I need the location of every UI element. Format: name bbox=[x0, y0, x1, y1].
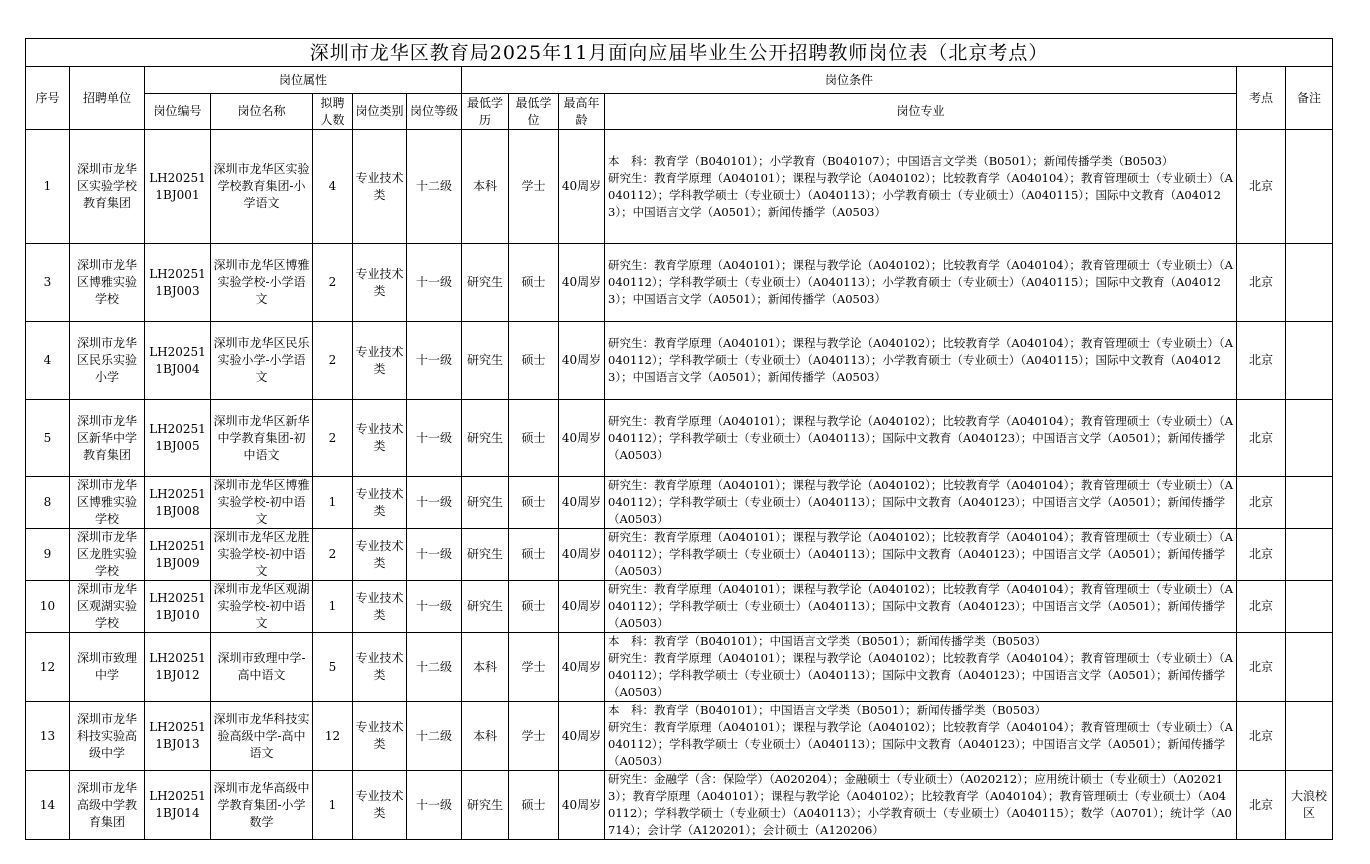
education-cell: 本科 bbox=[462, 130, 509, 244]
major-line: 本 科：教育学（B040101）；小学教育（B040107）；中国语言文学类（B0501）；新闻传播学类（B0503） bbox=[608, 153, 1174, 168]
major-line: 研究生：教育学原理（A040101）；课程与教学论（A040102）；比较教育学（A040104）；教育管理硕士（专业硕士）（A040112）；学科教学硕士（专业硕士）（A040113）；国际中文教育（A040123）；中国语言文学（A0501）；新闻传播学（A0503） bbox=[608, 530, 1233, 578]
education-cell: 研究生 bbox=[462, 771, 509, 840]
header-post-conditions: 岗位条件 bbox=[462, 67, 1237, 94]
header-major: 岗位专业 bbox=[605, 94, 1237, 130]
category-cell: 专业技术类 bbox=[353, 244, 407, 322]
seq-cell: 1 bbox=[26, 130, 70, 244]
category-cell: 专业技术类 bbox=[353, 702, 407, 771]
level-cell: 十一级 bbox=[407, 529, 462, 581]
post-code-cell: LH202511BJ004 bbox=[145, 322, 211, 400]
level-cell: 十二级 bbox=[407, 702, 462, 771]
table-row bbox=[26, 771, 1333, 840]
remark-cell bbox=[1286, 477, 1333, 529]
exam-site-cell: 北京 bbox=[1237, 477, 1286, 529]
major-cell bbox=[605, 633, 1237, 702]
post-code-cell: LH202511BJ010 bbox=[145, 581, 211, 633]
unit-cell: 深圳市龙华高级中学教育集团 bbox=[70, 771, 145, 840]
post-name-cell: 深圳市龙华区实验学校教育集团-小学语文 bbox=[211, 130, 313, 244]
table-row bbox=[26, 529, 1333, 581]
post-code-cell: LH202511BJ001 bbox=[145, 130, 211, 244]
count-cell: 1 bbox=[313, 771, 353, 840]
education-cell: 研究生 bbox=[462, 322, 509, 400]
seq-cell: 8 bbox=[26, 477, 70, 529]
degree-cell: 硕士 bbox=[509, 771, 559, 840]
post-name-cell: 深圳市龙华区博雅实验学校-初中语文 bbox=[211, 477, 313, 529]
seq-cell: 13 bbox=[26, 702, 70, 771]
degree-cell: 学士 bbox=[509, 702, 559, 771]
header-unit: 招聘单位 bbox=[70, 67, 145, 130]
header-category: 岗位类别 bbox=[353, 94, 407, 130]
remark-cell: 大浪校区 bbox=[1286, 771, 1333, 840]
header-max-age: 最高年龄 bbox=[559, 94, 605, 130]
seq-cell: 10 bbox=[26, 581, 70, 633]
level-cell: 十一级 bbox=[407, 771, 462, 840]
degree-cell: 学士 bbox=[509, 130, 559, 244]
degree-cell: 硕士 bbox=[509, 529, 559, 581]
post-name-cell: 深圳市龙华区博雅实验学校-小学语文 bbox=[211, 244, 313, 322]
age-cell: 40周岁 bbox=[559, 581, 605, 633]
major-line: 研究生：教育学原理（A040101）；课程与教学论（A040102）；比较教育学（A040104）；教育管理硕士（专业硕士）（A040112）；学科教学硕士（专业硕士）（A040113）；国际中文教育（A040123）；中国语言文学（A0501）；新闻传播学（A0503） bbox=[608, 720, 1233, 768]
exam-site-cell: 北京 bbox=[1237, 400, 1286, 477]
degree-cell: 硕士 bbox=[509, 400, 559, 477]
exam-site-cell: 北京 bbox=[1237, 771, 1286, 840]
table-title: 深圳市龙华区教育局2025年11月面向应届毕业生公开招聘教师岗位表（北京考点） bbox=[26, 39, 1333, 67]
post-name-cell: 深圳市龙华区民乐实验小学-小学语文 bbox=[211, 322, 313, 400]
count-cell: 2 bbox=[313, 322, 353, 400]
header-level: 岗位等级 bbox=[407, 94, 462, 130]
remark-cell bbox=[1286, 244, 1333, 322]
post-code-cell: LH202511BJ013 bbox=[145, 702, 211, 771]
remark-cell bbox=[1286, 529, 1333, 581]
degree-cell: 硕士 bbox=[509, 322, 559, 400]
post-code-cell: LH202511BJ009 bbox=[145, 529, 211, 581]
major-line: 研究生：金融学（含：保险学）（A020204）；金融硕士（专业硕士）（A020212）；应用统计硕士（专业硕士）（A020213）；教育学原理（A040101）；课程与教学论（A040102）；比较教育学（A040104）；教育管理硕士（专业硕士）（A040112）；学科教学硕士（专业硕士）（A040113）；小学教育硕士（专业硕士）（A040115）；数学（A0701）；统计学（A0714）；会计学（A120201）；会计硕士（A120206） bbox=[608, 772, 1232, 837]
category-cell: 专业技术类 bbox=[353, 529, 407, 581]
level-cell: 十二级 bbox=[407, 633, 462, 702]
header-seq: 序号 bbox=[26, 67, 70, 130]
degree-cell: 学士 bbox=[509, 633, 559, 702]
category-cell: 专业技术类 bbox=[353, 322, 407, 400]
header-min-education: 最低学历 bbox=[462, 94, 509, 130]
age-cell: 40周岁 bbox=[559, 400, 605, 477]
remark-cell bbox=[1286, 130, 1333, 244]
level-cell: 十一级 bbox=[407, 244, 462, 322]
degree-cell: 硕士 bbox=[509, 581, 559, 633]
major-line: 本 科：教育学（B040101）；中国语言文学类（B0501）；新闻传播学类（B0503） bbox=[608, 703, 1047, 717]
post-name-cell: 深圳市龙华区观湖实验学校-初中语文 bbox=[211, 581, 313, 633]
count-cell: 4 bbox=[313, 130, 353, 244]
header-min-degree: 最低学位 bbox=[509, 94, 559, 130]
major-cell bbox=[605, 477, 1237, 529]
category-cell: 专业技术类 bbox=[353, 771, 407, 840]
header-exam-site: 考点 bbox=[1237, 67, 1286, 130]
count-cell: 1 bbox=[313, 581, 353, 633]
major-cell bbox=[605, 322, 1237, 400]
post-code-cell: LH202511BJ005 bbox=[145, 400, 211, 477]
age-cell: 40周岁 bbox=[559, 477, 605, 529]
post-code-cell: LH202511BJ012 bbox=[145, 633, 211, 702]
education-cell: 本科 bbox=[462, 633, 509, 702]
exam-site-cell: 北京 bbox=[1237, 244, 1286, 322]
post-code-cell: LH202511BJ014 bbox=[145, 771, 211, 840]
table-row bbox=[26, 400, 1333, 477]
major-cell bbox=[605, 130, 1237, 244]
level-cell: 十一级 bbox=[407, 400, 462, 477]
header-post-name: 岗位名称 bbox=[211, 94, 313, 130]
major-cell bbox=[605, 702, 1237, 771]
category-cell: 专业技术类 bbox=[353, 477, 407, 529]
education-cell: 研究生 bbox=[462, 529, 509, 581]
unit-cell: 深圳市龙华区新华中学教育集团 bbox=[70, 400, 145, 477]
age-cell: 40周岁 bbox=[559, 702, 605, 771]
level-cell: 十二级 bbox=[407, 130, 462, 244]
table-row bbox=[26, 633, 1333, 702]
remark-cell bbox=[1286, 581, 1333, 633]
exam-site-cell: 北京 bbox=[1237, 702, 1286, 771]
seq-cell: 5 bbox=[26, 400, 70, 477]
exam-site-cell: 北京 bbox=[1237, 130, 1286, 244]
post-code-cell: LH202511BJ008 bbox=[145, 477, 211, 529]
major-line: 研究生：教育学原理（A040101）；课程与教学论（A040102）；比较教育学（A040104）；教育管理硕士（专业硕士）（A040112）；学科教学硕士（专业硕士）（A040113）；小学教育硕士（专业硕士）（A040115）；国际中文教育（A040123）；中国语言文学（A0501）；新闻传播学（A0503） bbox=[608, 258, 1233, 306]
header-count: 拟聘人数 bbox=[313, 94, 353, 130]
education-cell: 研究生 bbox=[462, 477, 509, 529]
major-line: 研究生：教育学原理（A040101）；课程与教学论（A040102）；比较教育学（A040104）；教育管理硕士（专业硕士）（A040112）；学科教学硕士（专业硕士）（A040113）；小学教育硕士（专业硕士）（A040115）；国际中文教育（A040123）；中国语言文学（A0501）；新闻传播学（A0503） bbox=[608, 170, 1233, 219]
count-cell: 2 bbox=[313, 529, 353, 581]
table-body bbox=[26, 130, 1333, 840]
level-cell: 十一级 bbox=[407, 581, 462, 633]
major-line: 研究生：教育学原理（A040101）；课程与教学论（A040102）；比较教育学（A040104）；教育管理硕士（专业硕士）（A040112）；学科教学硕士（专业硕士）（A040113）；国际中文教育（A040123）；中国语言文学（A0501）；新闻传播学（A0503） bbox=[608, 651, 1233, 699]
count-cell: 1 bbox=[313, 477, 353, 529]
header-remark: 备注 bbox=[1286, 67, 1333, 130]
unit-cell: 深圳市龙华科技实验高级中学 bbox=[70, 702, 145, 771]
age-cell: 40周岁 bbox=[559, 633, 605, 702]
degree-cell: 硕士 bbox=[509, 477, 559, 529]
major-line: 研究生：教育学原理（A040101）；课程与教学论（A040102）；比较教育学（A040104）；教育管理硕士（专业硕士）（A040112）；学科教学硕士（专业硕士）（A040113）；国际中文教育（A040123）；中国语言文学（A0501）；新闻传播学（A0503） bbox=[608, 582, 1233, 630]
seq-cell: 4 bbox=[26, 322, 70, 400]
remark-cell bbox=[1286, 702, 1333, 771]
count-cell: 12 bbox=[313, 702, 353, 771]
unit-cell: 深圳市龙华区博雅实验学校 bbox=[70, 244, 145, 322]
age-cell: 40周岁 bbox=[559, 771, 605, 840]
major-line: 研究生：教育学原理（A040101）；课程与教学论（A040102）；比较教育学（A040104）；教育管理硕士（专业硕士）（A040112）；学科教学硕士（专业硕士）（A040113）；国际中文教育（A040123）；中国语言文学（A0501）；新闻传播学（A0503） bbox=[608, 478, 1233, 526]
exam-site-cell: 北京 bbox=[1237, 633, 1286, 702]
remark-cell bbox=[1286, 633, 1333, 702]
major-line: 研究生：教育学原理（A040101）；课程与教学论（A040102）；比较教育学（A040104）；教育管理硕士（专业硕士）（A040112）；学科教学硕士（专业硕士）（A040113）；小学教育硕士（专业硕士）（A040115）；国际中文教育（A040123）；中国语言文学（A0501）；新闻传播学（A0503） bbox=[608, 336, 1233, 384]
major-cell bbox=[605, 244, 1237, 322]
unit-cell: 深圳市龙华区博雅实验学校 bbox=[70, 477, 145, 529]
post-name-cell: 深圳市龙华高级中学教育集团-小学数学 bbox=[211, 771, 313, 840]
category-cell: 专业技术类 bbox=[353, 400, 407, 477]
count-cell: 2 bbox=[313, 400, 353, 477]
major-cell bbox=[605, 581, 1237, 633]
category-cell: 专业技术类 bbox=[353, 130, 407, 244]
age-cell: 40周岁 bbox=[559, 244, 605, 322]
table-row bbox=[26, 244, 1333, 322]
education-cell: 研究生 bbox=[462, 244, 509, 322]
post-name-cell: 深圳市龙华科技实验高级中学-高中语文 bbox=[211, 702, 313, 771]
header-post-code: 岗位编号 bbox=[145, 94, 211, 130]
major-cell bbox=[605, 529, 1237, 581]
unit-cell: 深圳市致理中学 bbox=[70, 633, 145, 702]
count-cell: 2 bbox=[313, 244, 353, 322]
remark-cell bbox=[1286, 322, 1333, 400]
major-line: 研究生：教育学原理（A040101）；课程与教学论（A040102）；比较教育学（A040104）；教育管理硕士（专业硕士）（A040112）；学科教学硕士（专业硕士）（A040113）；国际中文教育（A040123）；中国语言文学（A0501）；新闻传播学（A0503） bbox=[608, 413, 1233, 462]
exam-site-cell: 北京 bbox=[1237, 581, 1286, 633]
table-row bbox=[26, 581, 1333, 633]
unit-cell: 深圳市龙华区观湖实验学校 bbox=[70, 581, 145, 633]
post-name-cell: 深圳市龙华区龙胜实验学校-初中语文 bbox=[211, 529, 313, 581]
level-cell: 十一级 bbox=[407, 322, 462, 400]
seq-cell: 14 bbox=[26, 771, 70, 840]
exam-site-cell: 北京 bbox=[1237, 322, 1286, 400]
remark-cell bbox=[1286, 400, 1333, 477]
recruitment-table bbox=[25, 38, 1333, 840]
age-cell: 40周岁 bbox=[559, 322, 605, 400]
education-cell: 研究生 bbox=[462, 581, 509, 633]
table-row bbox=[26, 130, 1333, 244]
table-row bbox=[26, 477, 1333, 529]
major-cell bbox=[605, 400, 1237, 477]
seq-cell: 9 bbox=[26, 529, 70, 581]
seq-cell: 3 bbox=[26, 244, 70, 322]
age-cell: 40周岁 bbox=[559, 130, 605, 244]
category-cell: 专业技术类 bbox=[353, 581, 407, 633]
post-name-cell: 深圳市龙华区新华中学教育集团-初中语文 bbox=[211, 400, 313, 477]
post-code-cell: LH202511BJ003 bbox=[145, 244, 211, 322]
unit-cell: 深圳市龙华区龙胜实验学校 bbox=[70, 529, 145, 581]
table-row bbox=[26, 322, 1333, 400]
age-cell: 40周岁 bbox=[559, 529, 605, 581]
major-cell bbox=[605, 771, 1237, 840]
level-cell: 十一级 bbox=[407, 477, 462, 529]
education-cell: 本科 bbox=[462, 702, 509, 771]
unit-cell: 深圳市龙华区民乐实验小学 bbox=[70, 322, 145, 400]
seq-cell: 12 bbox=[26, 633, 70, 702]
category-cell: 专业技术类 bbox=[353, 633, 407, 702]
exam-site-cell: 北京 bbox=[1237, 529, 1286, 581]
major-line: 本 科：教育学（B040101）；中国语言文学类（B0501）；新闻传播学类（B0503） bbox=[608, 634, 1047, 648]
education-cell: 研究生 bbox=[462, 400, 509, 477]
unit-cell: 深圳市龙华区实验学校教育集团 bbox=[70, 130, 145, 244]
header-post-attributes: 岗位属性 bbox=[145, 67, 462, 94]
table-row bbox=[26, 702, 1333, 771]
count-cell: 5 bbox=[313, 633, 353, 702]
degree-cell: 硕士 bbox=[509, 244, 559, 322]
post-name-cell: 深圳市致理中学-高中语文 bbox=[211, 633, 313, 702]
